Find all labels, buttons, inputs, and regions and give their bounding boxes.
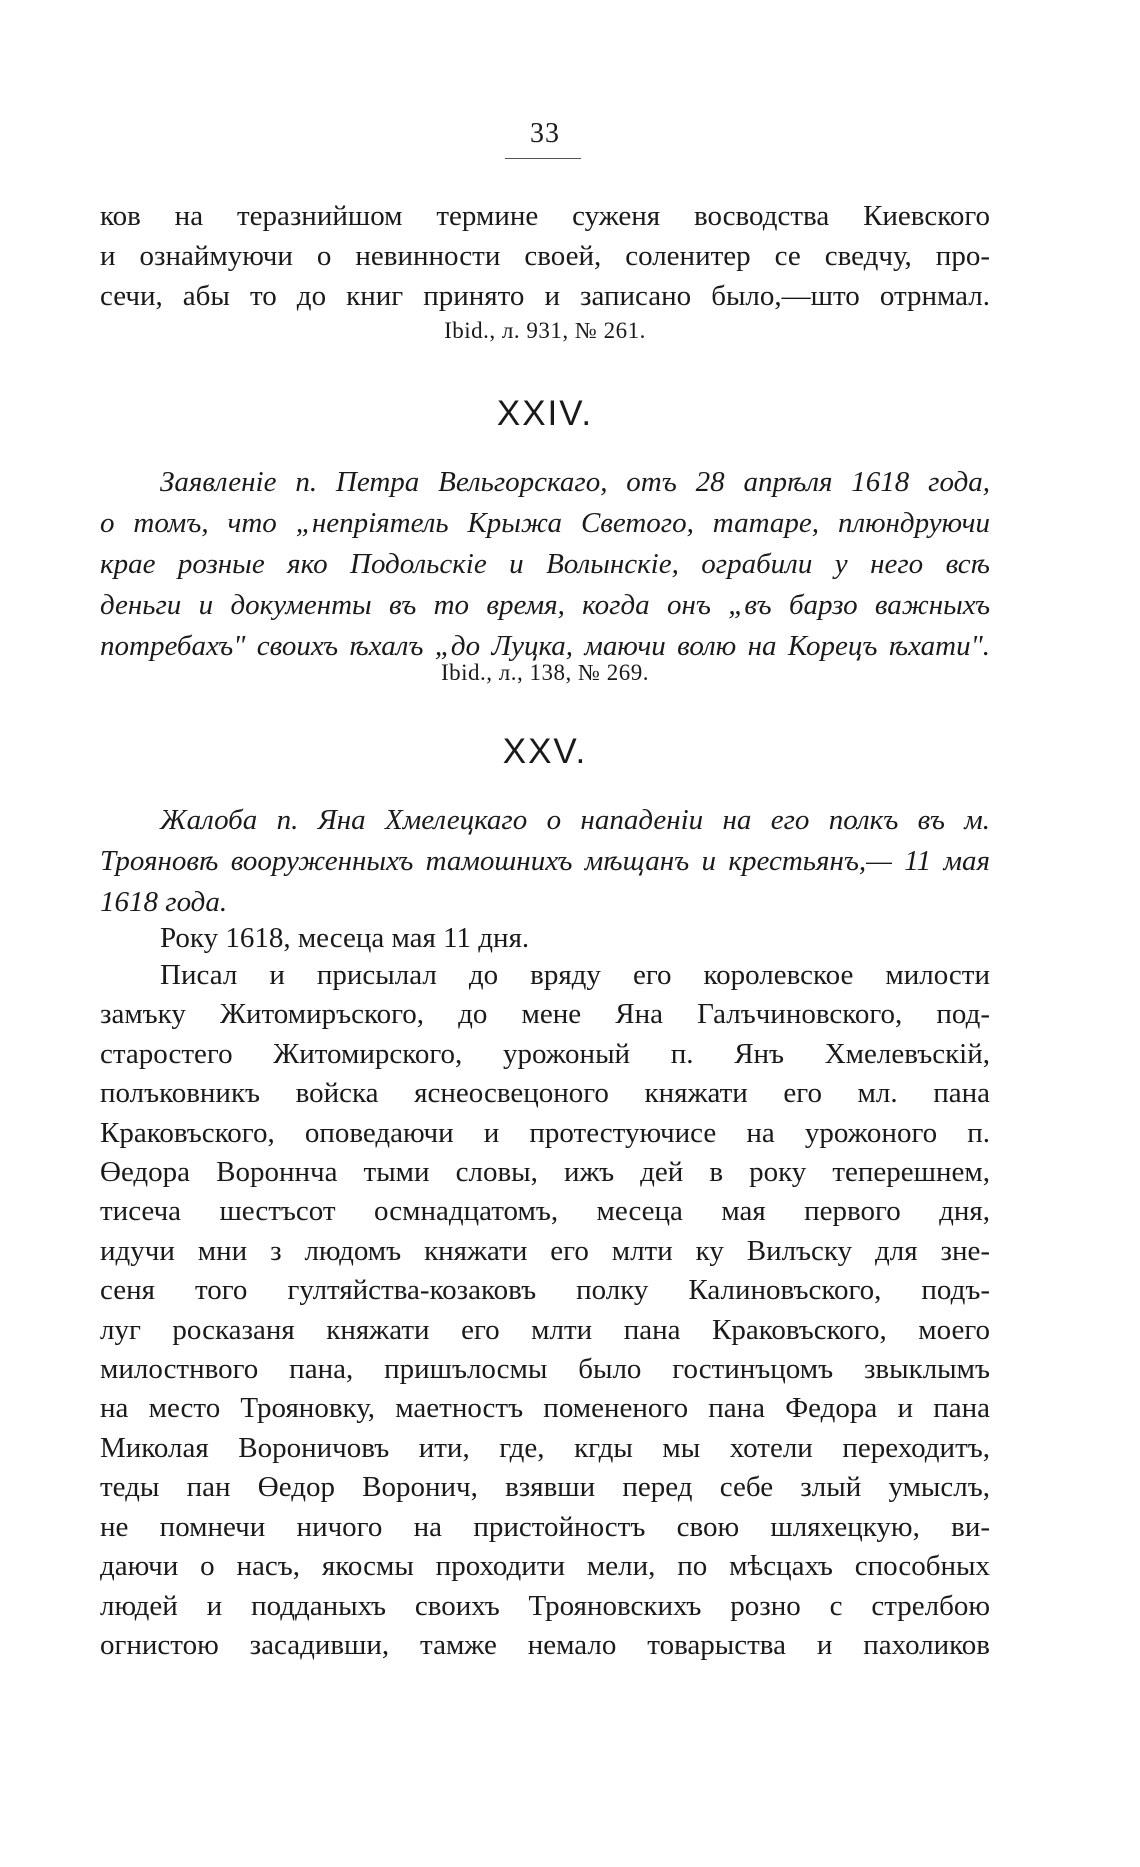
text-line: Миколая Вороничовъ ити, где, кгды мы хотели переходитъ, [100,1431,990,1464]
section-xxv-summary [100,800,990,923]
text-line: Трояновѣ вооруженныхъ тамошнихъ мѣщанъ и крестьянъ,— 11 мая [100,845,990,877]
text-line: не помнечи ничого на пристойностъ свою шляхецкую, ви- [100,1510,990,1543]
text-line: даючи о насъ, якосмы проходити мели, по мѣсцахъ способных [100,1550,990,1583]
text-line: сечи, абы то до книг принято и записано было,—што отрнмал. [100,280,990,312]
text-line: потребахъ" своихъ ѣхалъ „до Луцка, маючи волю на Корецъ ѣхати". [100,630,990,662]
text-line: тисеча шестъсот осмнадцатомъ, месеца мая первого дня, [100,1195,990,1228]
text-line: Жалоба п. Яна Хмелецкаго о нападеніи на его полкъ въ м. [160,804,990,836]
text-line: милостнвого пана, пришълосмы было гостинъцомъ звыклымъ [100,1353,990,1386]
text-line: о томъ, что „непріятель Крыжа Светого, татаре, плюндруючи [100,507,990,539]
citation-2: Ibid., л., 138, № 269. [441,660,649,685]
text-line: старостего Житомирского, урожоный п. Янъ Хмелевъскій, [100,1037,990,1070]
text-line: деньги и документы въ то время, когда онъ „въ барзо важныхъ [100,589,990,621]
text-line: на место Трояновку, маетностъ помененого пана Федора и пана [100,1392,990,1425]
section-numeral-xxv: XXV. [502,732,588,771]
text-line: крае розные яко Подольскіе и Волынскіе, ограбили у него всѣ [100,548,990,580]
text-line: 1618 года. [100,886,228,918]
opening-paragraph [100,196,990,316]
text-line: сеня того гултяйства-козаковъ полку Калиновъского, подъ- [100,1274,990,1307]
text-line: огнистою засадивши, тамже немало товарыства и пахоликов [100,1628,990,1661]
text-line: Року 1618, месеца мая 11 дня. [160,922,530,954]
section-xxv-body [100,956,990,1665]
text-line: луг росказаня княжати его млти пана Краковъского, моего [100,1313,990,1346]
text-line: замъку Житомиръского, до мене Яна Галъчиновского, под- [100,998,990,1031]
text-line: Өедора Вороннча тыми словы, ижъ дей в року теперешнем, [100,1156,990,1189]
section-numeral-xxiv: XXIV. [496,394,594,433]
document-page [100,0,990,1867]
citation-1: Ibid., л. 931, № 261. [444,318,646,343]
page-number: 33 [530,118,560,149]
text-line: полъковникъ войска яснеосвецоного княжати его мл. пана [100,1077,990,1110]
text-line: Заявленіе п. Петра Вельгорскаго, отъ 28 апрѣля 1618 года, [160,466,990,498]
text-line: и ознаймуючи о невинности своей, соленитер се сведчу, про- [100,240,990,272]
section-xxiv-summary [100,462,990,667]
text-line: Краковъского, оповедаючи и протестуючисе на урожоного п. [100,1116,990,1149]
page-number-underline [505,158,581,159]
text-line: людей и подданыхъ своихъ Трояновскихъ розно с стрелбою [100,1589,990,1622]
text-line: идучи мни з людомъ княжати его млти ку Вилъску для зне- [100,1234,990,1267]
date-line [100,918,990,958]
text-line: теды пан Өедор Воронич, взявши перед себе злый умыслъ, [100,1471,990,1504]
text-line: ков на теразнийшом термине суженя восводства Киевского [100,200,990,232]
text-line: Писал и присылал до вряду его королевское милости [160,959,990,991]
